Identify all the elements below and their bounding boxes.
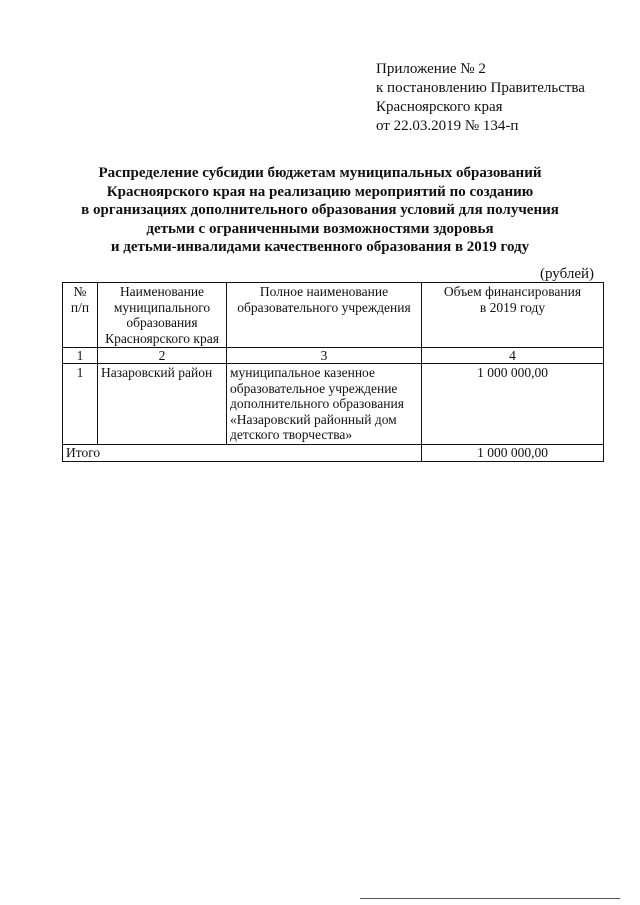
header-municipality-line-2: муниципального [113, 299, 211, 315]
header-funding [422, 283, 604, 348]
appendix-line-3: Красноярского края [376, 99, 503, 115]
institution-line-5: детского творчества» [230, 427, 353, 442]
header-number [63, 283, 98, 348]
institution-line-4: «Назаровский районный дом [230, 411, 397, 427]
header-institution [227, 283, 422, 348]
title-line-5: и детьми-инвалидами качественного образования в 2019 году [110, 239, 530, 255]
title-line-4: детьми с ограниченными возможностями здоровья [146, 220, 494, 237]
row-institution [227, 364, 422, 445]
institution-line-3: дополнительного образования [230, 396, 404, 411]
column-number: 2 [98, 348, 227, 364]
header-municipality-line-1: Наименование [119, 284, 205, 299]
title-line-3: в организациях дополнительного образования условий для получения [81, 202, 559, 218]
column-number: 3 [227, 348, 422, 364]
header-municipality-line-4: Красноярского края [105, 330, 219, 346]
title-line-2: Красноярского края на реализацию мероприятий по созданию [106, 183, 534, 200]
institution-line-2: образовательное учреждение [230, 380, 398, 396]
total-row [63, 444, 604, 461]
header-municipality-line-3: образования [126, 315, 198, 330]
column-number: 1 [63, 348, 98, 364]
row-municipality: Назаровский район [98, 364, 227, 445]
header-institution-line-1: Полное наименование [259, 284, 389, 299]
row-amount: 1 000 000,00 [422, 364, 604, 445]
total-label: Итого [63, 444, 422, 461]
header-funding-line-1: Объем финансирования [443, 284, 582, 299]
header-funding-line-2: в 2019 году [479, 299, 546, 315]
table-header-row [63, 283, 604, 348]
document-title [40, 164, 600, 257]
row-number: 1 [63, 364, 98, 445]
subsidy-table [62, 282, 604, 462]
column-number: 4 [422, 348, 604, 364]
institution-line-1: муниципальное казенное [230, 365, 375, 380]
column-number-row [63, 348, 604, 364]
header-number-line-1: № [73, 284, 87, 299]
footer-divider [360, 898, 620, 899]
header-institution-line-2: образовательного учреждения [237, 299, 411, 315]
appendix-line-2: к постановлению Правительства [376, 80, 585, 96]
header-number-line-2: п/п [70, 299, 90, 315]
units-label: (рублей) [540, 266, 595, 282]
header-municipality [98, 283, 227, 348]
title-line-1: Распределение субсидии бюджетам муниципальных образований [98, 165, 542, 181]
appendix-line-1: Приложение № 2 [376, 61, 486, 77]
appendix-line-4: от 22.03.2019 № 134-п [376, 118, 519, 134]
appendix-header [376, 60, 585, 136]
table-row [63, 364, 604, 445]
total-amount: 1 000 000,00 [422, 444, 604, 461]
